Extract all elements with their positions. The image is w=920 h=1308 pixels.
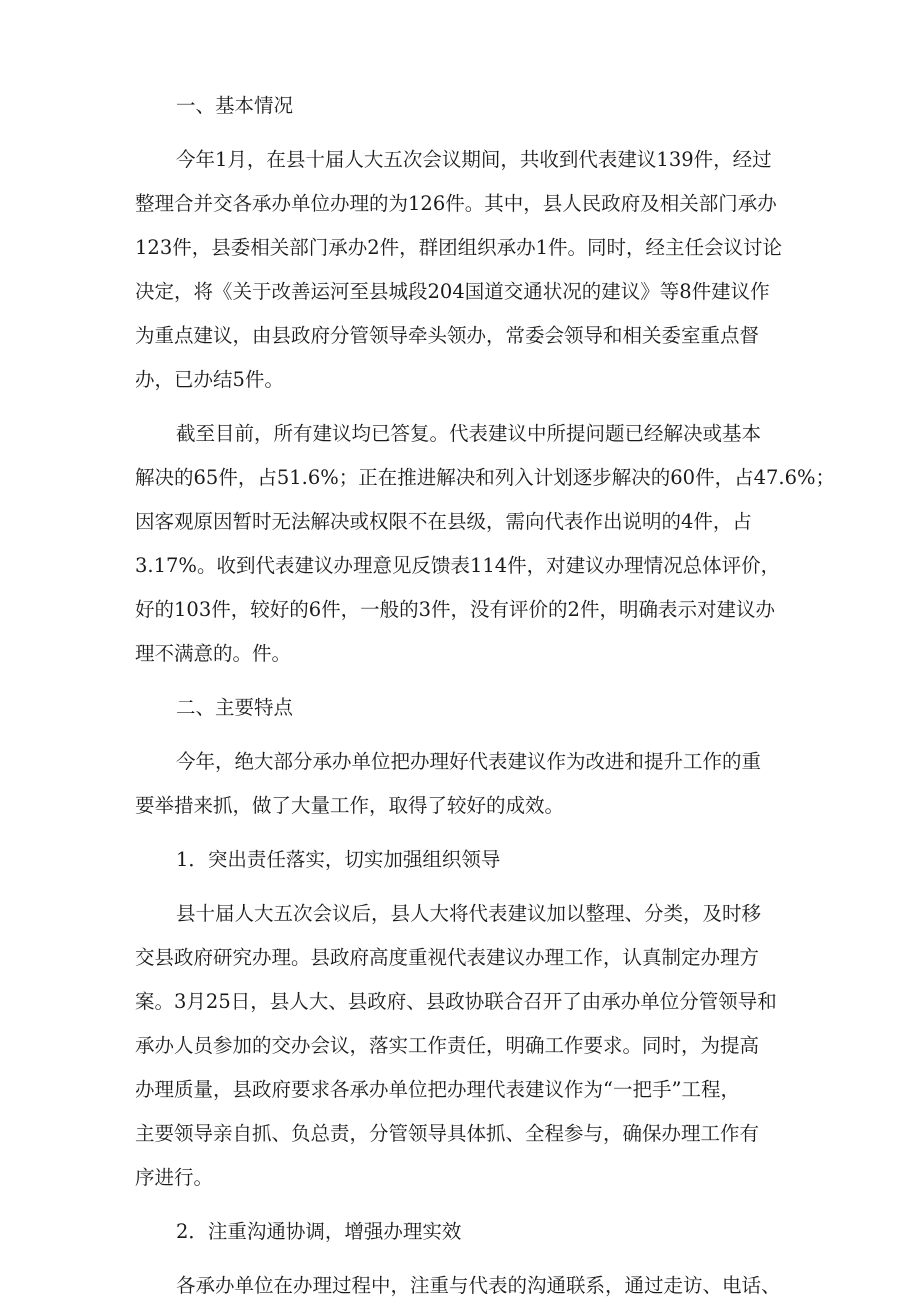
text-line: 一、基本情况 [176, 94, 294, 117]
subsection-heading [135, 838, 797, 882]
text-line: 截至目前，所有建议均已答复。代表建议中所提问题已经解决或基本 [176, 422, 762, 445]
text-line: 办理质量，县政府要求各承办单位把办理代表建议作为“一把手”工程， [135, 1078, 740, 1101]
text-line: 2．注重沟通协调，增强办理实效 [176, 1220, 462, 1243]
text-line: 案。3月25日，县人大、县政府、县政协联合召开了由承办单位分管领导和 [135, 990, 777, 1013]
text-line: 交县政府研究办理。县政府高度重视代表建议办理工作，认真制定办理方 [135, 946, 760, 969]
text-line: 今年1月，在县十届人大五次会议期间，共收到代表建议139件，经过 [176, 148, 772, 171]
text-line: 为重点建议，由县政府分管领导牵头领办，常委会领导和相关委室重点督 [135, 324, 760, 347]
text-line: 3.17%。收到代表建议办理意见反馈表114件，对建议办理情况总体评价， [135, 554, 781, 577]
text-line: 解决的65件，占51.6%；正在推进解决和列入计划逐步解决的60件，占47.6%； [135, 466, 836, 489]
text-line: 好的103件，较好的6件，一般的3件，没有评价的2件，明确表示对建议办 [135, 598, 775, 621]
text-line: 要举措来抓，做了大量工作，取得了较好的成效。 [135, 794, 565, 817]
text-line: 序进行。 [135, 1166, 214, 1189]
text-line: 各承办单位在办理过程中，注重与代表的沟通联系，通过走访、电话、 [176, 1274, 781, 1297]
text-line: 县十届人大五次会议后，县人大将代表建议加以整理、分类，及时移 [176, 902, 762, 925]
paragraph [135, 740, 797, 828]
text-line: 主要领导亲自抓、负总责，分管领导具体抓、全程参与，确保办理工作有 [135, 1122, 760, 1145]
text-line: 今年，绝大部分承办单位把办理好代表建议作为改进和提升工作的重 [176, 750, 762, 773]
paragraph [135, 892, 797, 1200]
text-line: 二、主要特点 [176, 696, 294, 719]
text-line: 承办人员参加的交办会议，落实工作责任，明确工作要求。同时，为提高 [135, 1034, 760, 1057]
text-line: 整理合并交各承办单位办理的为126件。其中，县人民政府及相关部门承办 [135, 192, 777, 215]
paragraph [135, 1264, 797, 1308]
text-line: 办，已办结5件。 [135, 368, 284, 391]
text-line: 1．突出责任落实，切实加强组织领导 [176, 848, 501, 871]
text-line: 决定，将《关于改善运河至县城段204国道交通状况的建议》等8件建议作 [135, 280, 770, 303]
section-heading [135, 84, 797, 128]
text-line: 123件，县委相关部门承办2件，群团组织承办1件。同时，经主任会议讨论 [135, 236, 783, 259]
subsection-heading [135, 1210, 797, 1254]
document-body [135, 84, 836, 1308]
paragraph [135, 412, 836, 676]
text-line: 理不满意的。件。 [135, 642, 292, 665]
text-line: 因客观原因暂时无法解决或权限不在县级，需向代表作出说明的4件，占 [135, 510, 752, 533]
section-heading [135, 686, 797, 730]
paragraph [135, 138, 797, 402]
